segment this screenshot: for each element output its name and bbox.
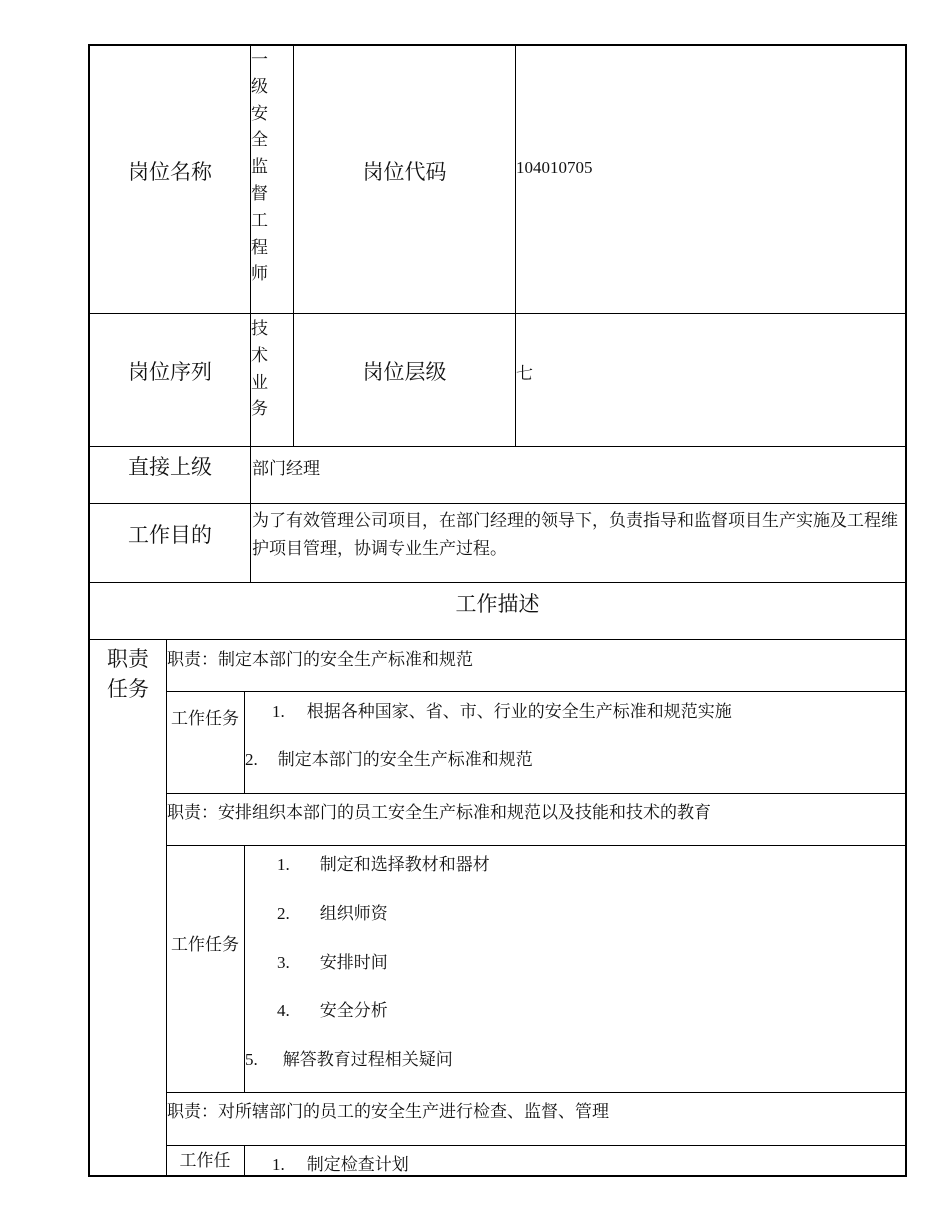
responsibility-2: 职责：安排组织本部门的员工安全生产标准和规范以及技能和技术的教育: [167, 803, 711, 822]
task-2-1: [277, 850, 490, 875]
task-label-2: 工作任务: [171, 935, 239, 954]
row-divider: [166, 691, 907, 692]
row-divider: [166, 1092, 907, 1093]
responsibility-3: 职责：对所辖部门的员工的安全生产进行检查、监督、管理: [167, 1102, 609, 1121]
col-divider: [244, 1145, 245, 1177]
row-divider: [88, 446, 907, 447]
task-text: 组织师资: [319, 904, 388, 923]
post-code-label: 岗位代码: [362, 160, 447, 184]
task-number: 1.: [277, 855, 290, 874]
task-number: 3.: [277, 953, 290, 972]
task-text: 解答教育过程相关疑问: [282, 1050, 453, 1069]
post-series-label: 岗位序列: [128, 360, 212, 384]
task-number: 2.: [277, 904, 290, 923]
col-divider: [293, 44, 294, 447]
post-level-label: 岗位层级: [362, 360, 447, 384]
row-divider: [166, 793, 907, 794]
superior-label: 直接上级: [128, 455, 212, 479]
post-series-value: 技术业务: [251, 319, 268, 419]
task-2-4: [277, 996, 388, 1021]
task-number: 1.: [272, 1155, 285, 1174]
responsibility-1: 职责：制定本部门的安全生产标准和规范: [167, 650, 473, 669]
post-code-value: 104010705: [516, 158, 593, 177]
task-2-2: [277, 899, 388, 924]
row-divider: [88, 639, 907, 640]
purpose-value: 为了有效管理公司项目，在部门经理的领导下，负责指导和监督项目生产实施及工程维护项目管理，协调专业生产过程。: [252, 511, 898, 558]
task-label-1: 工作任务: [171, 709, 239, 728]
task-3-1: [272, 1150, 409, 1175]
row-divider: [88, 313, 907, 314]
task-text: 制定和选择教材和器材: [319, 855, 490, 874]
purpose-label: 工作目的: [128, 523, 212, 547]
task-1-1: [272, 697, 732, 722]
post-name-label: 岗位名称: [128, 160, 212, 184]
duties-label: 职责任务: [107, 647, 149, 701]
work-description-header: 工作描述: [455, 592, 540, 616]
task-number: 1.: [272, 702, 285, 721]
post-level-value: 七: [516, 364, 533, 383]
row-divider: [88, 503, 907, 504]
task-1-2: [245, 745, 533, 770]
row-divider: [166, 845, 907, 846]
row-divider: [88, 582, 907, 583]
superior-value: 部门经理: [252, 459, 320, 478]
task-text: 安排时间: [319, 953, 388, 972]
row-divider: [166, 1145, 907, 1146]
task-number: 4.: [277, 1001, 290, 1020]
task-number: 2.: [245, 750, 258, 769]
task-number: 5.: [245, 1050, 258, 1069]
post-name-value: 一级安全监督工程师: [251, 50, 268, 284]
col-divider: [244, 691, 245, 794]
task-text: 根据各种国家、省、市、行业的安全生产标准和规范实施: [306, 702, 732, 721]
task-2-3: [277, 948, 388, 973]
task-text: 安全分析: [319, 1001, 388, 1020]
task-label-3: 工作任: [179, 1151, 231, 1170]
task-2-5: [245, 1045, 453, 1070]
task-text: 制定本部门的安全生产标准和规范: [277, 750, 533, 769]
task-text: 制定检查计划: [306, 1155, 409, 1174]
col-divider: [515, 44, 516, 447]
